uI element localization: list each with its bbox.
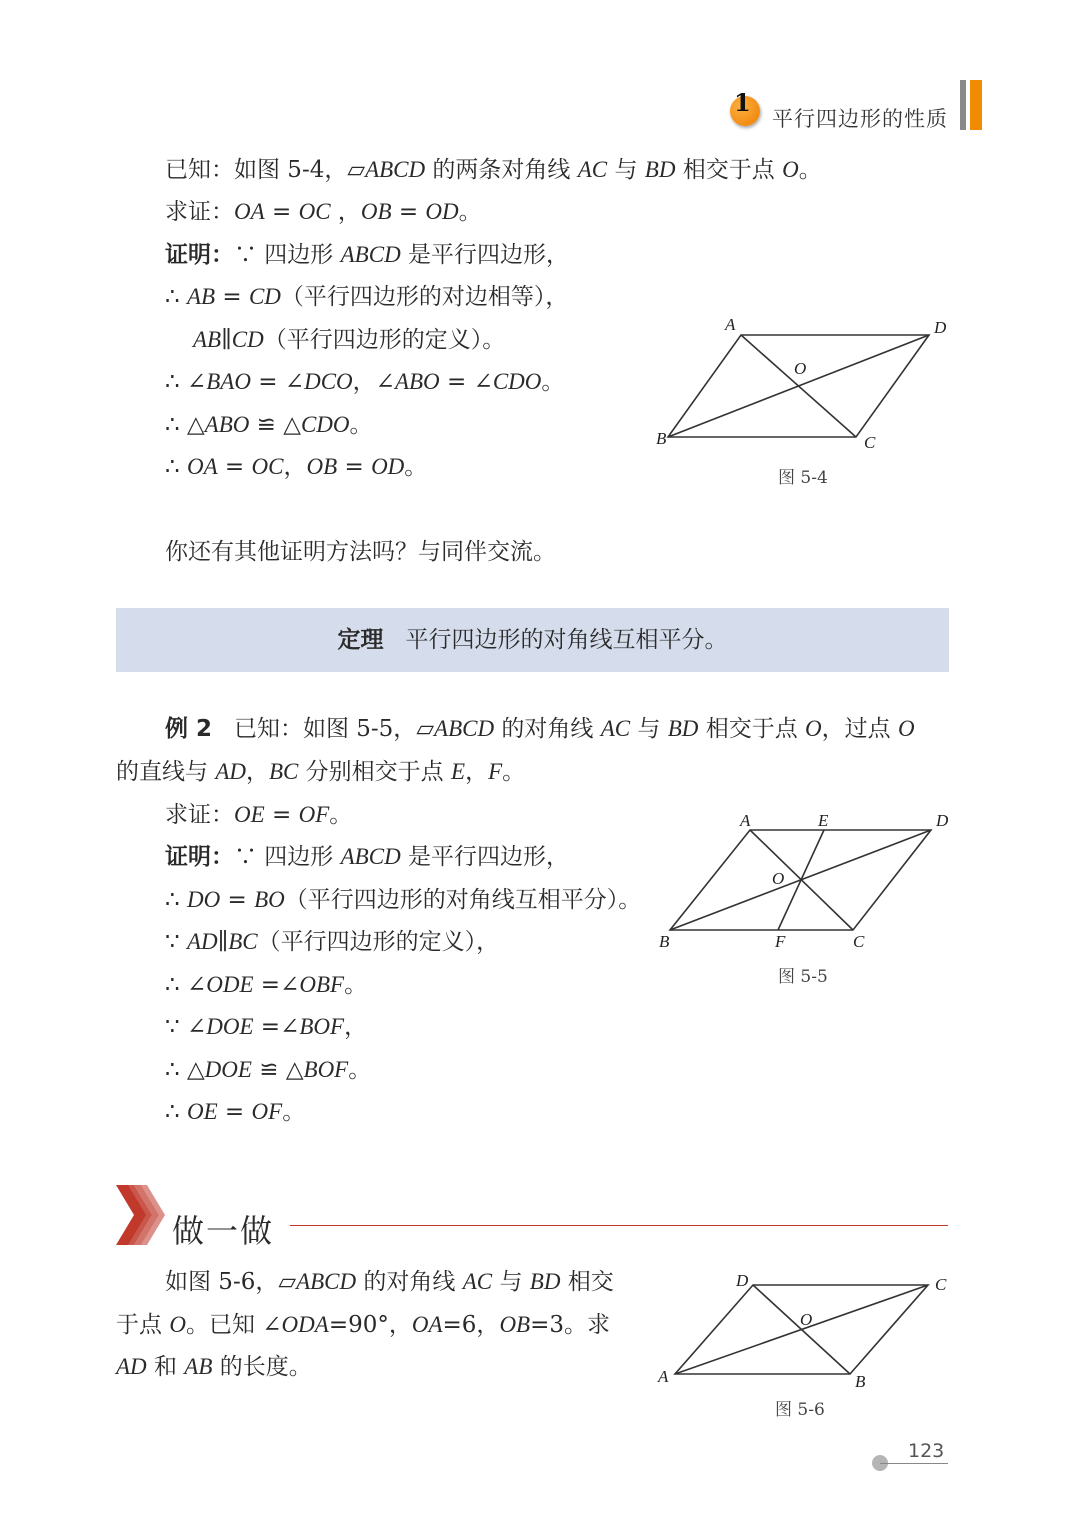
proof-step: ∵ ∠DOE =∠BOF， bbox=[165, 1014, 368, 1040]
figure-5-4 bbox=[640, 310, 970, 460]
example-prove: 求证：OE = OF。 bbox=[165, 802, 353, 828]
figure-caption: 图 5-6 bbox=[775, 1400, 825, 1420]
figure-caption: 图 5-5 bbox=[778, 967, 828, 987]
figure-caption: 图 5-4 bbox=[778, 468, 828, 488]
label-D: D bbox=[736, 1271, 749, 1290]
proof-step: ∴ ∠BAO = ∠DCO，∠ABO = ∠CDO。 bbox=[165, 369, 565, 395]
label-A: A bbox=[725, 315, 736, 334]
page-number: 123 bbox=[908, 1440, 945, 1462]
label-O: O bbox=[800, 1310, 813, 1329]
example-given: 例 2 已知：如图 5-5，▱ABCD 的对角线 AC 与 BD 相交于点 O，过点 O bbox=[165, 716, 915, 742]
theorem-statement: 定理 平行四边形的对角线互相平分。 bbox=[337, 627, 728, 653]
example-given-cont: 的直线与 AD，BC 分别相交于点 E，F。 bbox=[116, 759, 526, 785]
chapter-number: 1 bbox=[734, 88, 751, 117]
chevron-arrows-icon bbox=[116, 1185, 168, 1245]
figure-5-6 bbox=[650, 1265, 960, 1395]
header-bar-orange bbox=[970, 80, 982, 130]
header-bar-gray bbox=[960, 80, 966, 130]
label-F: F bbox=[775, 932, 786, 951]
label-C: C bbox=[853, 932, 865, 951]
proof-step: ∴ ∠ODE =∠OBF。 bbox=[165, 972, 368, 998]
proof-step: ∴ △ABO ≌ △CDO。 bbox=[165, 412, 373, 438]
proof-step: 证明：∵ 四边形 ABCD 是平行四边形， bbox=[165, 242, 569, 268]
proof-step: ∴ OA = OC，OB = OD。 bbox=[165, 454, 428, 480]
label-B: B bbox=[855, 1372, 866, 1391]
page-rule bbox=[880, 1463, 948, 1464]
proof-step: ∴ DO = BO（平行四边形的对角线互相平分）。 bbox=[165, 887, 642, 913]
heading-rule bbox=[290, 1225, 948, 1226]
label-A: A bbox=[740, 811, 751, 830]
figure-5-5 bbox=[645, 805, 965, 955]
section-heading: 做一做 bbox=[172, 1212, 275, 1250]
label-O: O bbox=[794, 359, 807, 378]
proof-step: ∴ AB = CD（平行四边形的对边相等）， bbox=[165, 284, 569, 310]
exercise-text: AD 和 AB 的长度。 bbox=[116, 1354, 312, 1380]
label-C: C bbox=[935, 1275, 947, 1294]
label-B: B bbox=[659, 932, 670, 951]
exercise-text: 如图 5-6，▱ABCD 的对角线 AC 与 BD 相交 bbox=[165, 1269, 614, 1295]
label-A: A bbox=[658, 1367, 669, 1386]
proof-step: ∴ △DOE ≌ △BOF。 bbox=[165, 1057, 372, 1083]
given-statement: 已知：如图 5-4，▱ABCD 的两条对角线 AC 与 BD 相交于点 O。 bbox=[165, 157, 822, 183]
discussion-question: 你还有其他证明方法吗？与同伴交流。 bbox=[165, 539, 556, 565]
label-B: B bbox=[656, 429, 667, 448]
theorem-box bbox=[116, 608, 949, 672]
label-D: D bbox=[936, 811, 949, 830]
label-E: E bbox=[818, 811, 829, 830]
exercise-text: 于点 O。已知 ∠ODA=90°，OA=6，OB=3。求 bbox=[116, 1312, 611, 1338]
proof-step: ∵ AD∥BC（平行四边形的定义）， bbox=[165, 929, 500, 955]
label-C: C bbox=[864, 433, 876, 452]
section-title: 平行四边形的性质 bbox=[772, 107, 948, 131]
proof-step: ∴ OE = OF。 bbox=[165, 1099, 306, 1125]
label-O: O bbox=[772, 869, 785, 888]
proof-step: AB∥CD（平行四边形的定义）。 bbox=[193, 327, 506, 353]
prove-statement: 求证：OA = OC ，OB = OD。 bbox=[165, 199, 482, 225]
proof-step: 证明：∵ 四边形 ABCD 是平行四边形， bbox=[165, 844, 569, 870]
label-D: D bbox=[934, 318, 947, 337]
